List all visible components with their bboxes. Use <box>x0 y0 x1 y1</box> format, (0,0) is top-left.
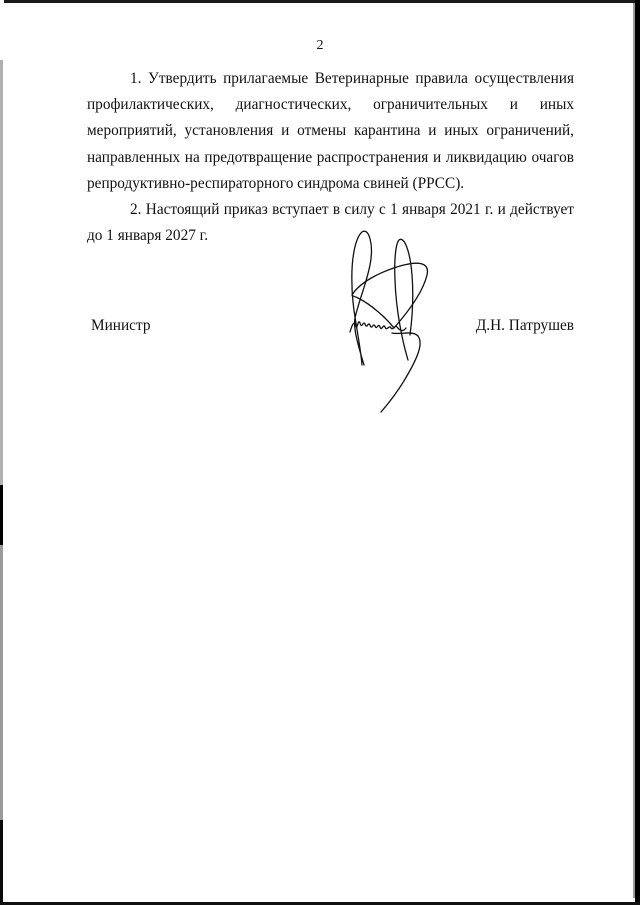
scan-border-top <box>4 0 636 3</box>
paragraph-1 <box>87 66 574 197</box>
paragraph-line: 1. Утвердить прилагаемые Ветеринарные правила осуществления <box>130 70 574 87</box>
paragraph-line: мероприятий, установления и отмены карантина и иных ограничений, <box>87 122 574 140</box>
paragraph-line: до 1 января 2027 г. <box>87 227 209 245</box>
signer-name: Д.Н. Патрушев <box>475 317 574 334</box>
paragraph-line: 2. Настоящий приказ вступает в силу с 1 января 2021 г. и действует <box>130 200 574 218</box>
scan-border-left <box>0 0 3 905</box>
paragraph-line: репродуктивно-респираторного синдрома свиней (РРСС). <box>87 174 465 192</box>
paragraph-line: профилактических, диагностических, ограничительных и иных <box>87 96 574 114</box>
signature-block <box>87 316 574 336</box>
handwritten-signature-icon <box>340 225 450 420</box>
signer-role: Министр <box>91 317 151 334</box>
document-body <box>87 66 574 249</box>
paragraph-line: направленных на предотвращение распространения и ликвидацию очагов <box>87 148 574 166</box>
page-number: 2 <box>316 38 324 53</box>
paragraph-2 <box>87 197 574 249</box>
scan-border-right <box>635 0 640 905</box>
